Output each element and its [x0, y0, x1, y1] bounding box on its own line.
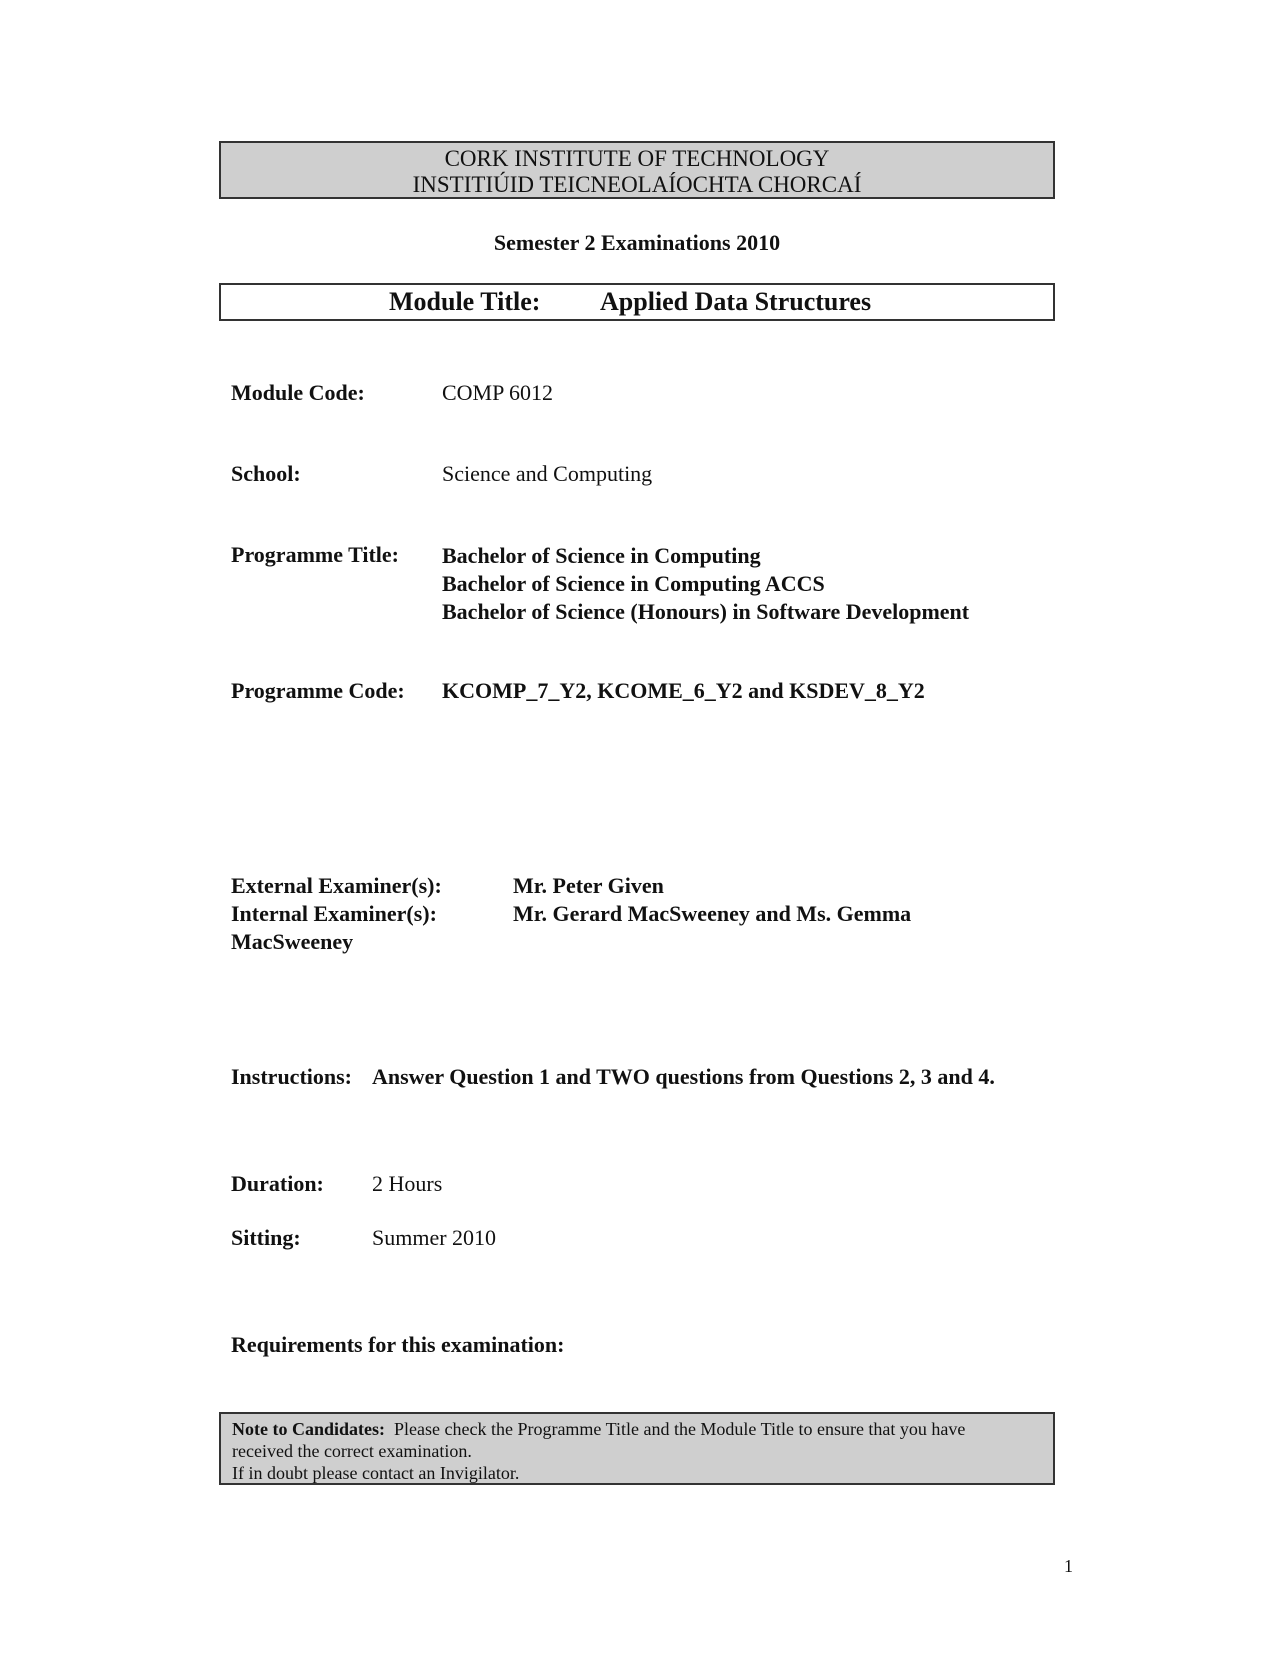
institution-name-irish: INSTITIÚID TEICNEOLAÍOCHTA CHORCAÍ: [412, 172, 862, 197]
sitting-label: Sitting:: [231, 1225, 301, 1250]
exam-semester: Semester 2 Examinations 2010: [493, 230, 781, 255]
programme-code-label: Programme Code:: [231, 678, 405, 703]
duration-value: 2 Hours: [372, 1171, 443, 1196]
module-code-value: COMP 6012: [442, 380, 554, 405]
external-examiner-value: Mr. Peter Given: [513, 873, 664, 898]
note-label: Note to Candidates:: [232, 1419, 385, 1439]
note-text-line-3: If in doubt please contact an Invigilator.: [232, 1463, 520, 1483]
external-examiner-label: External Examiner(s):: [231, 873, 442, 898]
programme-title-item: Bachelor of Science in Computing: [442, 543, 761, 568]
note-text-line-2: received the correct examination.: [232, 1441, 472, 1461]
instructions-label: Instructions:: [231, 1064, 353, 1089]
programme-code-value: KCOMP_7_Y2, KCOME_6_Y2 and KSDEV_8_Y2: [442, 678, 925, 703]
note-to-candidates-box: [219, 1412, 1055, 1485]
page-number: 1: [1064, 1556, 1073, 1576]
programme-title-label: Programme Title:: [231, 542, 400, 567]
internal-examiner-label: Internal Examiner(s):: [231, 901, 437, 926]
programme-title-item: Bachelor of Science in Computing ACCS: [442, 571, 825, 596]
module-title-box: [219, 283, 1055, 321]
sitting-value: Summer 2010: [372, 1225, 497, 1250]
institution-header: [219, 141, 1055, 199]
instructions-value: Answer Question 1 and TWO questions from Questions 2, 3 and 4.: [372, 1064, 995, 1089]
note-text-line-1: Please check the Programme Title and the Module Title to ensure that you have: [394, 1419, 966, 1439]
internal-examiner-continuation: MacSweeney: [231, 929, 354, 954]
programme-title-item: Bachelor of Science (Honours) in Software Development: [442, 599, 970, 624]
school-value: Science and Computing: [442, 461, 653, 486]
module-code-label: Module Code:: [231, 380, 365, 405]
institution-name-english: CORK INSTITUTE OF TECHNOLOGY: [444, 146, 830, 171]
requirements-label: Requirements for this examination:: [231, 1332, 565, 1357]
module-title-label: Module Title:: [389, 287, 541, 316]
module-title-value: Applied Data Structures: [600, 287, 872, 316]
duration-label: Duration:: [231, 1171, 324, 1196]
internal-examiner-value: Mr. Gerard MacSweeney and Ms. Gemma: [513, 901, 912, 926]
programme-title-list: [442, 542, 969, 626]
school-label: School:: [231, 461, 301, 486]
